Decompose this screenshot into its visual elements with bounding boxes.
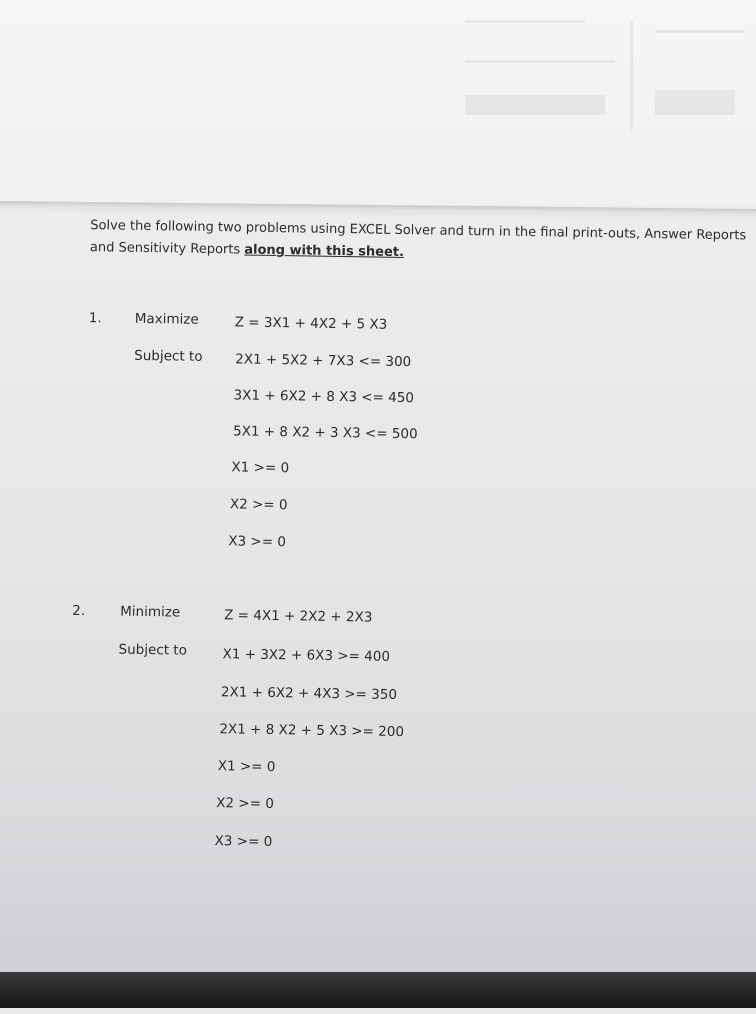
problem-1-constraint-2: 3X1 + 6X2 + 8 X3 <= 450 (233, 387, 415, 407)
problem-1-constraint-3: 5X1 + 8 X2 + 3 X3 <= 500 (232, 423, 418, 443)
problem-1-constraints-label: Subject to (134, 347, 203, 365)
problem-2-objective-label: Minimize (120, 603, 181, 621)
instructions-line-1: Solve the following two problems using EXCEL Solver and turn in the final print-outs, Answer Reports (90, 218, 747, 244)
instructions-line-2 (90, 239, 404, 262)
problem-1-objective-label: Maximize (134, 310, 199, 328)
problem-1-constraint-5: X2 >= 0 (229, 496, 288, 514)
problem-1-constraint-1: 2X1 + 5X2 + 7X3 <= 300 (235, 351, 412, 371)
problem-1-objective: Z = 3X1 + 4X2 + 5 X3 (234, 314, 388, 333)
problem-2-constraint-5: X2 >= 0 (216, 795, 274, 813)
problem-2-constraint-1: X1 + 3X2 + 6X3 >= 400 (222, 646, 391, 665)
instructions-line-2-emphasis: along with this sheet. (244, 242, 405, 261)
problem-1-constraint-6: X3 >= 0 (228, 533, 287, 551)
problem-1-number: 1. (88, 310, 102, 327)
problem-2-constraint-4: X1 >= 0 (217, 758, 276, 776)
desk-edge (0, 972, 756, 1008)
problem-2-constraints-label: Subject to (118, 641, 188, 659)
problem-2-constraint-2: 2X1 + 6X2 + 4X3 >= 350 (220, 684, 398, 703)
problem-2-number: 2. (72, 602, 86, 620)
problem-2-constraint-3: 2X1 + 8 X2 + 5 X3 >= 200 (219, 721, 405, 741)
instructions-line-2-prefix: and Sensitivity Reports (89, 240, 245, 258)
problem-2-constraint-6: X3 >= 0 (214, 833, 273, 851)
problem-1-constraint-4: X1 >= 0 (231, 459, 290, 477)
problem-2-objective: Z = 4X1 + 2X2 + 2X3 (224, 607, 373, 626)
